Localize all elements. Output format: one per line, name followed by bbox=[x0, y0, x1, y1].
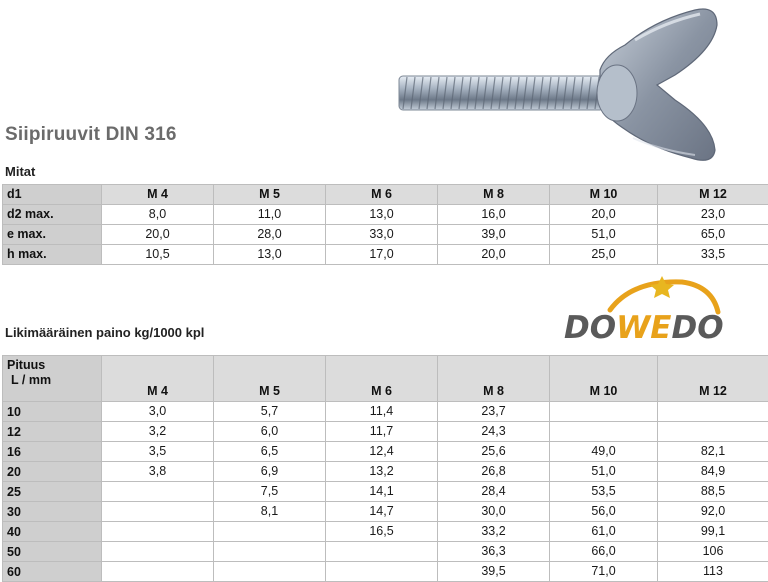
cell: 36,3 bbox=[438, 542, 550, 562]
cell: 84,9 bbox=[658, 462, 768, 482]
header-label bbox=[3, 356, 102, 402]
row-label: 20 bbox=[3, 462, 102, 482]
dimensions-table bbox=[2, 184, 768, 265]
cell: 13,2 bbox=[326, 462, 438, 482]
dimensions-section-label: Mitat bbox=[5, 164, 35, 179]
cell: 20,0 bbox=[550, 205, 658, 225]
cell: 92,0 bbox=[658, 502, 768, 522]
column-header: M 12 bbox=[658, 356, 768, 402]
cell: 16,5 bbox=[326, 522, 438, 542]
cell: 51,0 bbox=[550, 225, 658, 245]
row-label: 60 bbox=[3, 562, 102, 582]
table-row bbox=[3, 225, 768, 245]
cell: 12,4 bbox=[326, 442, 438, 462]
cell bbox=[326, 562, 438, 582]
table-row bbox=[3, 402, 768, 422]
row-label: 12 bbox=[3, 422, 102, 442]
column-header: M 12 bbox=[658, 185, 768, 205]
row-label: 25 bbox=[3, 482, 102, 502]
cell: 39,0 bbox=[438, 225, 550, 245]
cell: 11,4 bbox=[326, 402, 438, 422]
weight-table bbox=[2, 355, 768, 582]
table-row bbox=[3, 522, 768, 542]
table-row bbox=[3, 562, 768, 582]
table-row bbox=[3, 502, 768, 522]
column-header: M 8 bbox=[438, 185, 550, 205]
cell: 3,0 bbox=[102, 402, 214, 422]
cell: 8,1 bbox=[214, 502, 326, 522]
column-header: M 6 bbox=[326, 356, 438, 402]
cell bbox=[102, 562, 214, 582]
table-row bbox=[3, 462, 768, 482]
cell bbox=[326, 542, 438, 562]
row-label: e max. bbox=[3, 225, 102, 245]
table-row bbox=[3, 205, 768, 225]
cell bbox=[102, 502, 214, 522]
cell bbox=[102, 542, 214, 562]
column-header: M 10 bbox=[550, 356, 658, 402]
dowedo-logo bbox=[562, 272, 762, 344]
cell: 65,0 bbox=[658, 225, 768, 245]
column-header: M 6 bbox=[326, 185, 438, 205]
cell: 25,0 bbox=[550, 245, 658, 265]
cell: 33,2 bbox=[438, 522, 550, 542]
row-label: 10 bbox=[3, 402, 102, 422]
cell bbox=[550, 422, 658, 442]
cell: 106 bbox=[658, 542, 768, 562]
cell: 99,1 bbox=[658, 522, 768, 542]
cell bbox=[214, 522, 326, 542]
cell: 30,0 bbox=[438, 502, 550, 522]
cell bbox=[658, 402, 768, 422]
table-row bbox=[3, 422, 768, 442]
column-header: M 5 bbox=[214, 356, 326, 402]
cell: 7,5 bbox=[214, 482, 326, 502]
cell: 5,7 bbox=[214, 402, 326, 422]
cell: 14,7 bbox=[326, 502, 438, 522]
row-label: 16 bbox=[3, 442, 102, 462]
star-icon bbox=[650, 276, 674, 298]
cell: 11,0 bbox=[214, 205, 326, 225]
cell: 71,0 bbox=[550, 562, 658, 582]
column-header: M 10 bbox=[550, 185, 658, 205]
logo-text-part3: DO bbox=[671, 310, 723, 344]
cell: 23,0 bbox=[658, 205, 768, 225]
cell: 11,7 bbox=[326, 422, 438, 442]
table-header-row bbox=[3, 356, 768, 402]
cell: 6,0 bbox=[214, 422, 326, 442]
header-label-line2: L / mm bbox=[7, 373, 97, 388]
table-row bbox=[3, 245, 768, 265]
row-label: 40 bbox=[3, 522, 102, 542]
cell: 24,3 bbox=[438, 422, 550, 442]
cell: 26,8 bbox=[438, 462, 550, 482]
cell: 17,0 bbox=[326, 245, 438, 265]
table-row bbox=[3, 482, 768, 502]
cell: 49,0 bbox=[550, 442, 658, 462]
logo-text-part1: DO bbox=[564, 310, 616, 344]
table-row bbox=[3, 542, 768, 562]
cell bbox=[102, 482, 214, 502]
cell: 51,0 bbox=[550, 462, 658, 482]
cell: 113 bbox=[658, 562, 768, 582]
svg-text:DOWEDO bbox=[564, 310, 724, 344]
cell bbox=[658, 422, 768, 442]
cell: 3,5 bbox=[102, 442, 214, 462]
row-label: 50 bbox=[3, 542, 102, 562]
cell: 82,1 bbox=[658, 442, 768, 462]
wing-screw-image bbox=[395, 0, 725, 170]
header-label-line1: Pituus bbox=[7, 358, 97, 373]
cell: 28,0 bbox=[214, 225, 326, 245]
cell bbox=[214, 562, 326, 582]
row-label: d2 max. bbox=[3, 205, 102, 225]
cell: 13,0 bbox=[326, 205, 438, 225]
cell: 3,8 bbox=[102, 462, 214, 482]
cell: 10,5 bbox=[102, 245, 214, 265]
cell: 88,5 bbox=[658, 482, 768, 502]
cell: 20,0 bbox=[102, 225, 214, 245]
cell: 8,0 bbox=[102, 205, 214, 225]
weight-section-label: Likimääräinen paino kg/1000 kpl bbox=[5, 325, 204, 340]
cell bbox=[102, 522, 214, 542]
cell: 3,2 bbox=[102, 422, 214, 442]
cell: 28,4 bbox=[438, 482, 550, 502]
column-header: M 4 bbox=[102, 185, 214, 205]
row-label: h max. bbox=[3, 245, 102, 265]
cell: 20,0 bbox=[438, 245, 550, 265]
cell: 16,0 bbox=[438, 205, 550, 225]
cell: 33,5 bbox=[658, 245, 768, 265]
header-label: d1 bbox=[3, 185, 102, 205]
column-header: M 8 bbox=[438, 356, 550, 402]
cell bbox=[550, 402, 658, 422]
cell: 56,0 bbox=[550, 502, 658, 522]
logo-text-part2: WE bbox=[616, 310, 671, 344]
cell: 25,6 bbox=[438, 442, 550, 462]
cell bbox=[214, 542, 326, 562]
weight-table-body bbox=[3, 402, 768, 582]
table-header-row bbox=[3, 185, 768, 205]
cell: 66,0 bbox=[550, 542, 658, 562]
page-title: Siipiruuvit DIN 316 bbox=[5, 124, 177, 146]
cell: 6,5 bbox=[214, 442, 326, 462]
column-header: M 5 bbox=[214, 185, 326, 205]
column-header: M 4 bbox=[102, 356, 214, 402]
cell: 39,5 bbox=[438, 562, 550, 582]
cell: 14,1 bbox=[326, 482, 438, 502]
cell: 53,5 bbox=[550, 482, 658, 502]
row-label: 30 bbox=[3, 502, 102, 522]
cell: 23,7 bbox=[438, 402, 550, 422]
cell: 33,0 bbox=[326, 225, 438, 245]
cell: 13,0 bbox=[214, 245, 326, 265]
table-row bbox=[3, 442, 768, 462]
cell: 6,9 bbox=[214, 462, 326, 482]
cell: 61,0 bbox=[550, 522, 658, 542]
